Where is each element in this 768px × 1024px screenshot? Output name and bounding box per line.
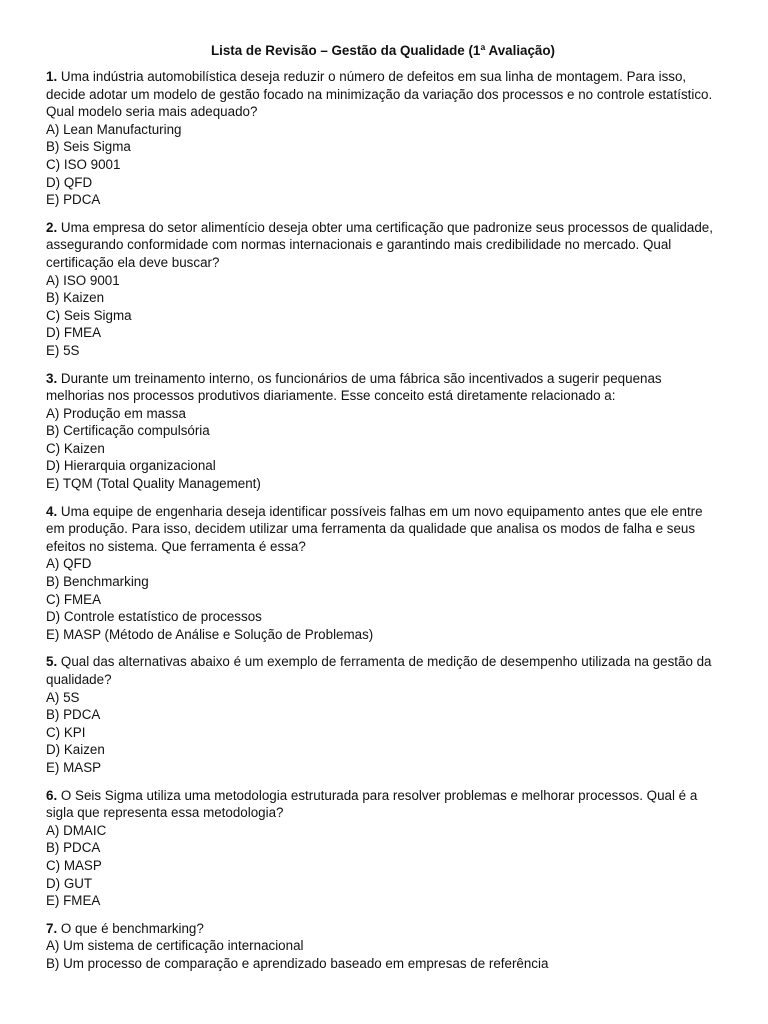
answer-option-e: E) FMEA [46,893,101,909]
question-text: O que é benchmarking? [60,920,204,936]
question-text: Durante um treinamento interno, os funcionários de uma fábrica são incentivados a sugerir pequenas melhorias nos processos produtivos diariamente. Esse conceito está diretamente relacionado a: [46,370,662,404]
answer-option-e: E) MASP [46,759,102,775]
question-number: 5. [46,654,58,670]
answer-option-e: E) 5S [46,342,80,358]
question-text: Qual das alternativas abaixo é um exemplo de ferramenta de medição de desempenho utilizada na gestão da qualidade? [46,654,712,687]
answer-option-a: A) Produção em massa [46,405,186,421]
answer-option-c: C) KPI [46,724,86,740]
answer-option-d: D) QFD [46,174,93,190]
question-stem [46,370,720,405]
question-stem [46,920,720,938]
question-2 [46,219,720,360]
question-text: Uma indústria automobilística deseja reduzir o número de defeitos em sua linha de montagem. Para isso, decide adotar um modelo de gestão focado na minimização da variação dos processos e no controle estatístico. Qual modelo seria mais adequado? [46,69,713,120]
question-text: Uma empresa do setor alimentício deseja obter uma certificação que padronize seus processos de qualidade, assegurando conformidade com normas internacionais e garantindo mais credibilidade no mercado. Qual certificação ela deve buscar? [46,219,713,270]
question-1 [46,68,720,209]
answer-option-b: B) PDCA [46,707,101,723]
answer-option-c: C) Kaizen [46,440,105,456]
answer-option-d: D) Kaizen [46,742,105,758]
question-3 [46,370,720,493]
question-stem [46,653,720,688]
question-number: 7. [46,920,58,936]
answer-option-d: D) Controle estatístico de processos [46,609,262,625]
question-stem [46,68,720,121]
answer-option-e: E) MASP (Método de Análise e Solução de Problemas) [46,626,374,642]
question-6 [46,787,720,910]
question-5 [46,653,720,776]
question-text: O Seis Sigma utiliza uma metodologia estruturada para resolver problemas e melhorar processos. Qual é a sigla que representa essa metodologia? [46,787,698,821]
answer-option-d: D) FMEA [46,325,102,341]
answer-option-b: B) Certificação compulsória [46,423,210,439]
answer-option-a: A) ISO 9001 [46,272,120,288]
question-stem [46,503,720,556]
answer-option-e: E) PDCA [46,192,101,208]
answer-option-d: D) Hierarquia organizacional [46,458,216,474]
question-text: Uma equipe de engenharia deseja identificar possíveis falhas em um novo equipamento antes que ele entre em produção. Para isso, decidem utilizar uma ferramenta da qualidade que analisa os modos de falha e seus efeitos no sistema. Que ferramenta é essa? [46,503,703,554]
answer-option-e: E) TQM (Total Quality Management) [46,476,261,492]
question-number: 1. [46,69,58,84]
answer-option-a: A) Lean Manufacturing [46,121,182,137]
answer-option-a: A) 5S [46,689,80,705]
question-number: 2. [46,219,58,235]
answer-option-b: B) Kaizen [46,290,105,306]
answer-option-a: A) Um sistema de certificação internacional [46,938,304,954]
answer-option-c: C) ISO 9001 [46,156,121,172]
question-number: 3. [46,370,58,386]
answer-option-c: C) Seis Sigma [46,307,132,323]
answer-option-a: A) QFD [46,556,92,572]
answer-option-b: B) PDCA [46,840,101,856]
question-number: 6. [46,787,58,803]
answer-option-b: B) Benchmarking [46,574,149,590]
question-stem [46,219,720,272]
answer-option-c: C) FMEA [46,591,102,607]
question-4 [46,503,720,644]
document-title: Lista de Revisão – Gestão da Qualidade (1ª Avaliação) [210,43,556,58]
answer-option-d: D) GUT [46,875,93,891]
answer-option-a: A) DMAIC [46,822,107,838]
answer-option-b: B) Um processo de comparação e aprendizado baseado em empresas de referência [46,955,549,971]
answer-option-c: C) MASP [46,857,102,873]
question-stem [46,787,720,822]
question-7 [46,920,720,973]
answer-option-b: B) Seis Sigma [46,139,131,155]
question-number: 4. [46,503,58,519]
